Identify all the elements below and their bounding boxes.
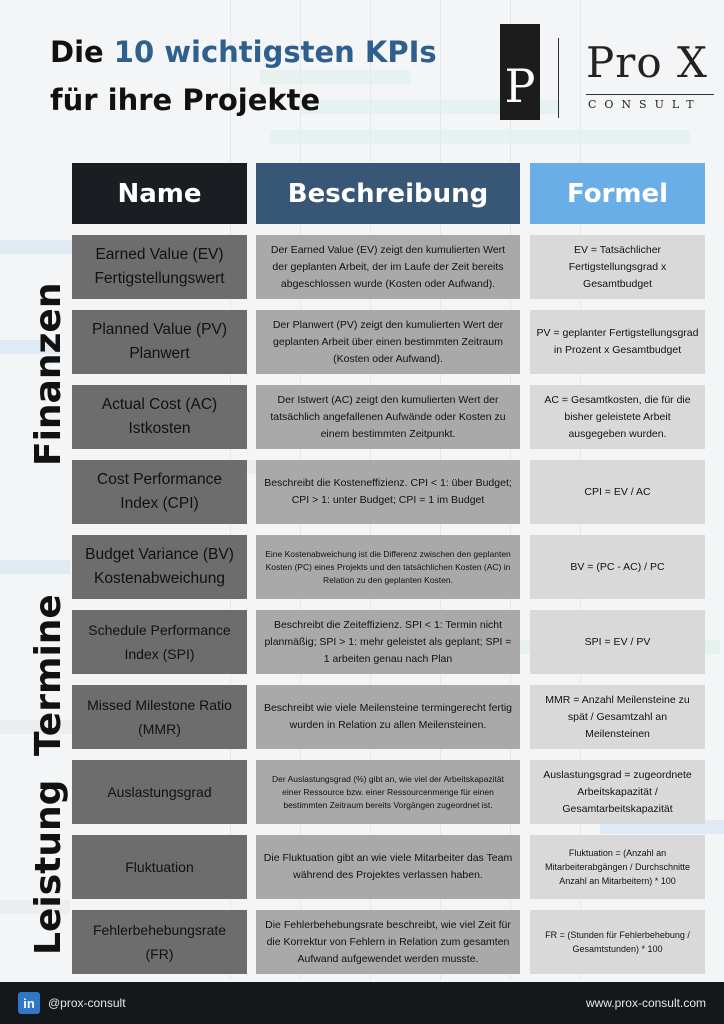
kpi-formula: CPI = EV / AC <box>530 460 705 524</box>
kpi-name: Auslastungsgrad <box>72 760 247 824</box>
kpi-name: Budget Variance (BV) Kostenabweichung <box>72 535 247 599</box>
linkedin-icon[interactable]: in <box>18 992 40 1014</box>
kpi-name: Fluktuation <box>72 835 247 899</box>
page-title <box>50 28 437 124</box>
kpi-description: Eine Kostenabweichung ist die Differenz zwischen den geplanten Kosten (PC) eines Projekts und den tatsächlichen Kosten (AC) in Relation zu den geplanten Kosten. <box>256 535 520 599</box>
kpi-name: Planned Value (PV) Planwert <box>72 310 247 374</box>
header-name: Name <box>72 163 247 224</box>
header-formula: Formel <box>530 163 705 224</box>
kpi-name: Fehlerbehebungsrate (FR) <box>72 910 247 974</box>
kpi-description: Beschreibt wie viele Meilensteine termingerecht fertig wurden in Relation zu allen Meilensteinen. <box>256 685 520 749</box>
kpi-description: Der Planwert (PV) zeigt den kumulierten Wert der geplanten Arbeit über einen bestimmten Zeitraum (Kosten oder Aufwand). <box>256 310 520 374</box>
kpi-formula: Fluktuation = (Anzahl an Mitarbeiterabgängen / Durchschnitte Anzahl an Mitarbeitern) * 100 <box>530 835 705 899</box>
kpi-formula: MMR = Anzahl Meilensteine zu spät / Gesamtzahl an Meilensteinen <box>530 685 705 749</box>
website-link[interactable]: www.prox-consult.com <box>585 996 706 1010</box>
kpi-description: Beschreibt die Kosteneffizienz. CPI < 1: über Budget; CPI > 1: unter Budget; CPI = 1 im Budget <box>256 460 520 524</box>
kpi-formula: PV = geplanter Fertigstellungsgrad in Prozent x Gesamtbudget <box>530 310 705 374</box>
kpi-name: Missed Milestone Ratio (MMR) <box>72 685 247 749</box>
kpi-name: Cost Performance Index (CPI) <box>72 460 247 524</box>
kpi-description: Die Fehlerbehebungsrate beschreibt, wie viel Zeit für die Korrektur von Fehlern in Relation zum gesamten Aufwand aufgewendet werden musste. <box>256 910 520 974</box>
footer <box>0 982 724 1024</box>
kpi-description: Der Auslastungsgrad (%) gibt an, wie viel der Arbeitskapazität einer Ressource bzw. einer Ressourcenmenge für einen bestimmten Zeitraum bereits Vorgängen zugeordnet ist. <box>256 760 520 824</box>
category-finance: Finanzen <box>28 282 69 466</box>
kpi-description: Der Istwert (AC) zeigt den kumulierten Wert der tatsächlich angefallenen Aufwände oder Kosten zu einem bestimmten Zeitpunkt. <box>256 385 520 449</box>
category-schedule: Termine <box>28 594 69 756</box>
logo-mark: P <box>500 24 540 120</box>
kpi-formula: EV = Tatsächlicher Fertigstellungsgrad x Gesamtbudget <box>530 235 705 299</box>
kpi-description: Beschreibt die Zeiteffizienz. SPI < 1: Termin nicht planmäßig; SPI > 1: mehr geleistet als geplant; SPI = 1 arbeiten genau nach Plan <box>256 610 520 674</box>
title-line2: für ihre Projekte <box>50 83 321 117</box>
kpi-formula: BV = (PC - AC) / PC <box>530 535 705 599</box>
kpi-name: Earned Value (EV) Fertigstellungswert <box>72 235 247 299</box>
logo-brand: Pro X <box>586 38 708 87</box>
category-performance: Leistung <box>28 779 69 955</box>
kpi-name: Schedule Performance Index (SPI) <box>72 610 247 674</box>
header-description: Beschreibung <box>256 163 520 224</box>
kpi-description: Die Fluktuation gibt an wie viele Mitarbeiter das Team während des Projektes verlassen haben. <box>256 835 520 899</box>
kpi-name: Actual Cost (AC) Istkosten <box>72 385 247 449</box>
kpi-formula: Auslastungsgrad = zugeordnete Arbeitskapazität / Gesamtarbeitskapazität <box>530 760 705 824</box>
kpi-formula: SPI = EV / PV <box>530 610 705 674</box>
linkedin-handle[interactable]: @prox-consult <box>48 996 126 1010</box>
kpi-description: Der Earned Value (EV) zeigt den kumulierten Wert der geplanten Arbeit, der im Laufe der Zeit bereits abgeschlossen wurde (Kosten oder Aufwand). <box>256 235 520 299</box>
kpi-formula: FR = (Stunden für Fehlerbehebung / Gesamtstunden) * 100 <box>530 910 705 974</box>
title-prefix: Die <box>50 35 114 69</box>
kpi-formula: AC = Gesamtkosten, die für die bisher geleistete Arbeit ausgegeben wurden. <box>530 385 705 449</box>
logo-subtitle: CONSULT <box>588 98 702 111</box>
title-highlight: 10 wichtigsten KPIs <box>113 35 437 69</box>
prox-consult-logo <box>500 24 718 124</box>
